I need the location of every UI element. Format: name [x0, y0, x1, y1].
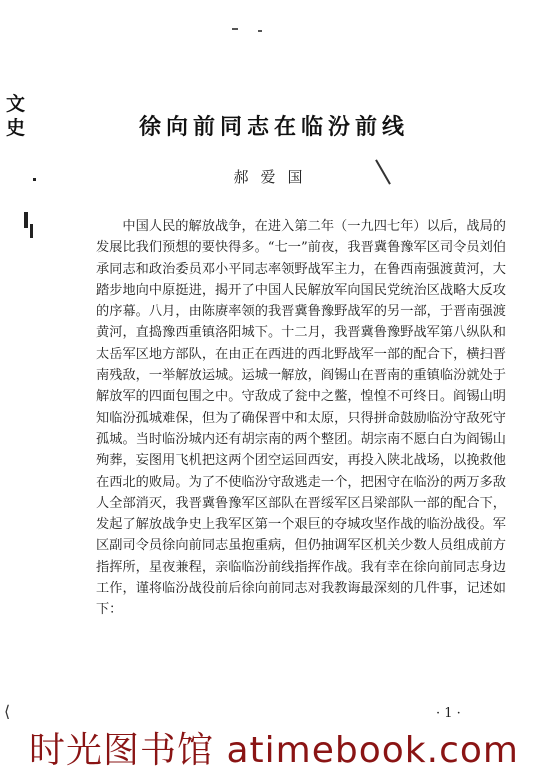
article-title: 徐向前同志在临汾前线	[138, 114, 409, 140]
page-number: · 1 ·	[436, 706, 461, 721]
article-body	[96, 216, 506, 621]
scan-speck	[258, 30, 262, 32]
corner-mark: ⟨	[4, 702, 11, 721]
margin-mark	[24, 212, 28, 228]
article-author: 郝爱国	[233, 168, 315, 186]
margin-mark	[30, 224, 33, 238]
side-label-char-2: 史	[6, 117, 26, 139]
scan-speck	[232, 28, 238, 30]
article-paragraph: 中国人民的解放战争，在进入第二年（一九四七年）以后，战局的发展比我们预想的要快得多。“七一”前夜，我晋冀鲁豫军区司令员刘伯承同志和政治委员邓小平同志率领野战军主力，在鲁西南强渡黄河，大踏步地向中原挺进，揭开了中国人民解放军向国民党统治区战略大反攻的序幕。八月，由陈赓率领的我晋冀鲁豫野战军的另一部，于晋南强渡黄河，直捣豫西重镇洛阳城下。十二月，我晋冀鲁豫野战军第八纵队和太岳军区地方部队，在由正在西进的西北野战军一部的配合下，横扫晋南残敌，一举解放运城。运城一解放，阎锡山在晋南的重镇临汾就处于解放军的四面包围之中。守敌成了瓮中之鳖，惶惶不可终日。阎锡山明知临汾孤城难保，但为了确保晋中和太原，只得拼命鼓励临汾守敌死守孤城。当时临汾城内还有胡宗南的两个整团。胡宗南不愿白白为阎锡山殉葬，妄图用飞机把这两个团空运回西安，再投入陕北战场，以挽救他在西北的败局。为了不使临汾守敌逃走一个，把困守在临汾的两万多敌人全部消灭，我晋冀鲁豫军区部队在晋绥军区吕梁部队一部的配合下，发起了解放战争史上我军区第一个艰巨的夺城攻坚作战的临汾战役。军区副司令员徐向前同志虽抱重病，但仍抽调军区机关少数人员组成前方指挥所，星夜兼程，亲临临汾前线指挥作战。我有幸在徐向前同志身边工作，谨将临汾战役前后徐向前同志对我教诲最深刻的几件事，记述如下：	[96, 219, 506, 618]
watermark: 时光图书馆 atimebook.com	[29, 730, 519, 771]
side-label-char-1: 文	[6, 93, 26, 115]
